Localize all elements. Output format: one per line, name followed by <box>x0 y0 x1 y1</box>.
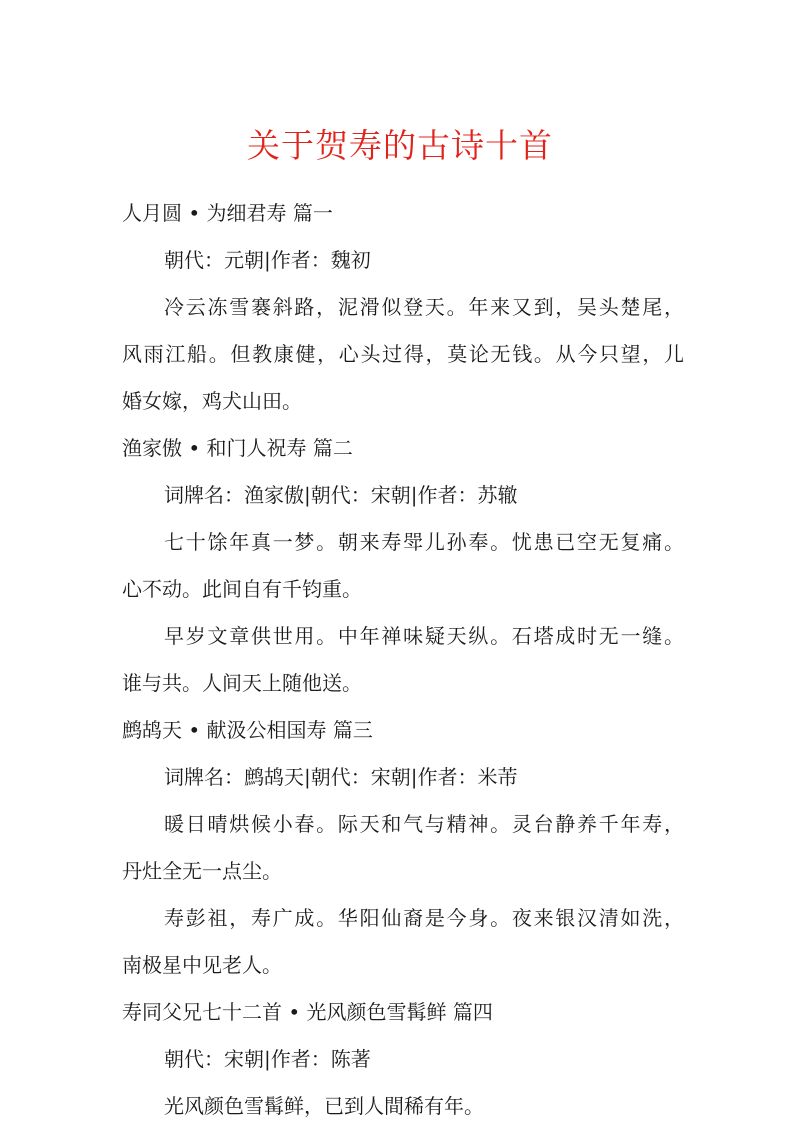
poem-heading-4: 寿同父兄七十二首 • 光风颜色雪髯鲜 篇四 <box>122 1000 493 1024</box>
poem-text-line: 南极星中见老人。 <box>122 953 282 977</box>
poem-text-line: 七十馀年真一梦。朝来寿斝儿孙奉。忧患已空无复痛。 <box>164 530 684 554</box>
poem-text-line: 风雨江船。但教康健，心头过得，莫论无钱。从今只望，儿 <box>122 342 684 366</box>
poem-text-line: 冷云冻雪褰斜路，泥滑似登天。年来又到，吴头楚尾， <box>164 295 684 319</box>
poem-text-line: 心不动。此间自有千钧重。 <box>122 577 362 601</box>
poem-heading-3: 鹧鸪天 • 献汲公相国寿 篇三 <box>122 718 373 742</box>
poem-text-line: 谁与共。人间天上随他送。 <box>122 671 362 695</box>
poem-text-line: 早岁文章供世用。中年禅味疑天纵。石塔成时无一缝。 <box>164 624 684 648</box>
poem-heading-1: 人月圆 • 为细君寿 篇一 <box>122 201 333 225</box>
document-title: 关于贺寿的古诗十首 <box>247 126 553 165</box>
poem-text-line: 婚女嫁，鸡犬山田。 <box>122 389 302 413</box>
document-body <box>122 190 684 1130</box>
poem-text-line: 寿彭祖，寿广成。华阳仙裔是今身。夜来银汉清如洗， <box>164 906 684 930</box>
poem-meta-2: 词牌名：渔家傲|朝代：宋朝|作者：苏辙 <box>164 483 518 507</box>
poem-text-line: 暖日晴烘候小春。际天和气与精神。灵台静养千年寿， <box>164 812 684 836</box>
poem-heading-2: 渔家傲 • 和门人祝寿 篇二 <box>122 436 353 460</box>
poem-meta-3: 词牌名：鹧鸪天|朝代：宋朝|作者：米芾 <box>164 765 518 789</box>
poem-text-line: 光风颜色雪髯鲜，已到人間稀有年。 <box>164 1094 484 1118</box>
poem-meta-4: 朝代：宋朝|作者：陈著 <box>164 1047 371 1071</box>
poem-meta-1: 朝代：元朝|作者：魏初 <box>164 248 371 272</box>
poem-text-line: 丹灶全无一点尘。 <box>122 859 282 883</box>
